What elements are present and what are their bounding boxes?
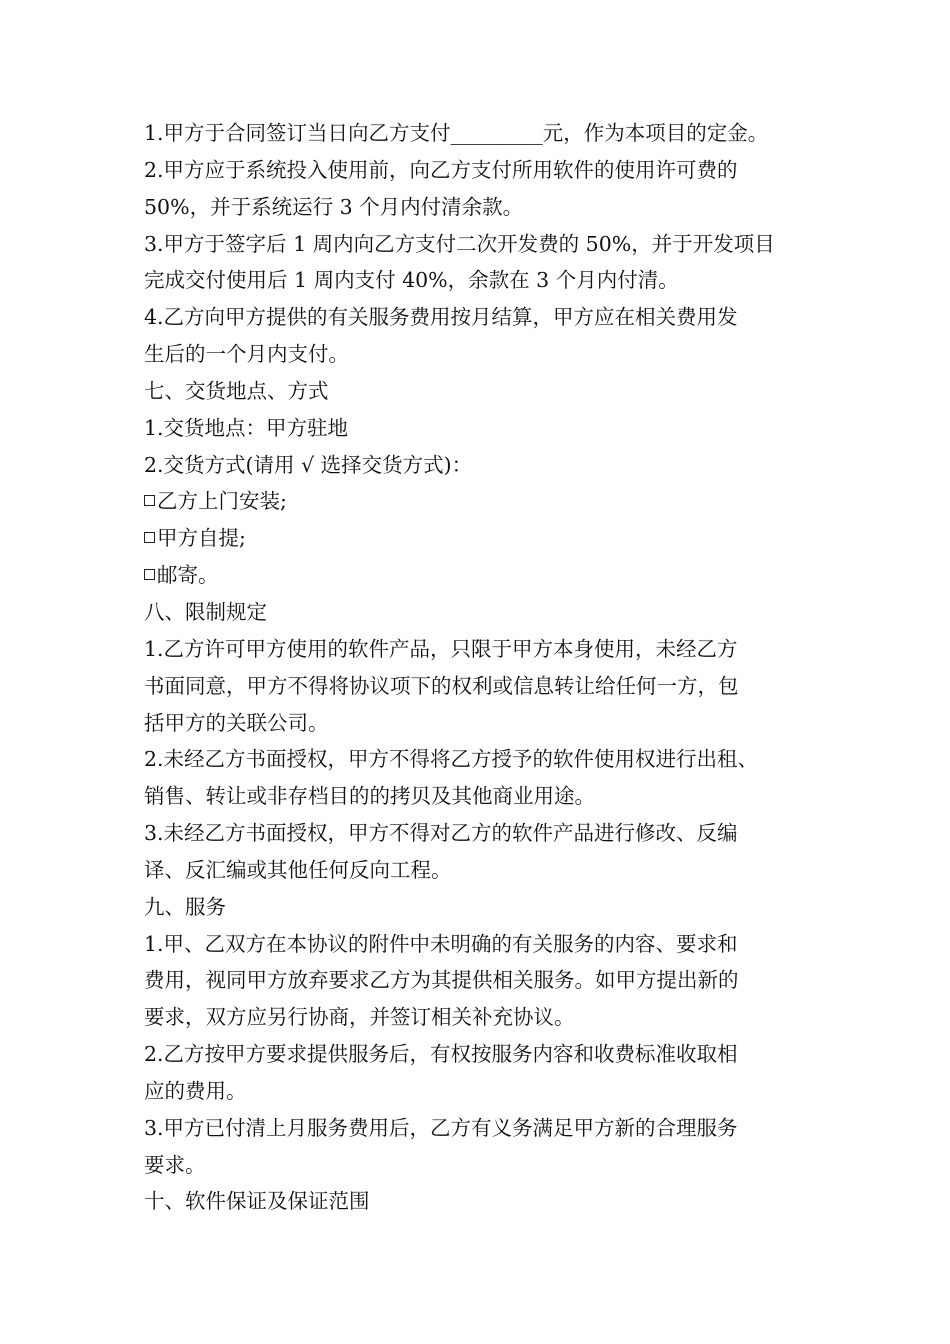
- restriction-clause-1-cont-2: [144, 705, 814, 742]
- restriction-clause-1: [144, 631, 814, 668]
- option-label: 邮寄。: [157, 563, 219, 588]
- line-text: 4.乙方向甲方提供的有关服务费用按月结算，甲方应在相关费用发: [144, 305, 738, 330]
- service-clause-3: [144, 1110, 814, 1147]
- section-heading-restrictions: [144, 594, 814, 631]
- line-text: 完成交付使用后 1 周内支付 40%，余款在 3 个月内付清。: [144, 268, 679, 293]
- line-text: 2.甲方应于系统投入使用前，向乙方支付所用软件的使用许可费的: [144, 157, 738, 182]
- payment-clause-2-cont: [144, 189, 814, 226]
- line-text: 费用，视同甲方放弃要求乙方为其提供相关服务。如甲方提出新的: [144, 968, 739, 993]
- line-text: 2.交货方式(请用 √ 选择交货方式)：: [144, 452, 473, 477]
- checkbox-icon: [144, 569, 155, 580]
- line-text: 3.未经乙方书面授权，甲方不得对乙方的软件产品进行修改、反编: [144, 821, 738, 846]
- delivery-clause-1: [144, 410, 814, 447]
- restriction-clause-2: [144, 741, 814, 778]
- restriction-clause-3-cont: [144, 852, 814, 889]
- service-clause-2: [144, 1036, 814, 1073]
- payment-clause-4: [144, 299, 814, 336]
- checkbox-icon: [144, 495, 155, 506]
- line-text: 3.甲方已付清上月服务费用后，乙方有义务满足甲方新的合理服务: [144, 1115, 738, 1140]
- delivery-option-pickup: [144, 520, 814, 557]
- delivery-option-install: [144, 483, 814, 520]
- payment-clause-3: [144, 226, 814, 263]
- section-title: 九、服务: [144, 894, 226, 919]
- payment-clause-3-cont: [144, 262, 814, 299]
- line-text: 1.甲方于合同签订当日向乙方支付_________元，作为本项目的定金。: [144, 121, 769, 145]
- section-heading-service: [144, 889, 814, 926]
- line-text: 50%，并于系统运行 3 个月内付清余款。: [144, 194, 524, 219]
- section-title: 七、交货地点、方式: [144, 378, 329, 403]
- section-heading-delivery: [144, 373, 814, 410]
- checkbox-icon: [144, 532, 155, 543]
- service-clause-1-cont: [144, 962, 814, 999]
- line-text: 1.甲、乙双方在本协议的附件中未明确的有关服务的内容、要求和: [144, 931, 738, 956]
- delivery-clause-2: [144, 447, 814, 484]
- section-heading-warranty: [144, 1183, 814, 1220]
- option-label: 乙方上门安装;: [157, 489, 287, 514]
- line-text: 2.未经乙方书面授权，甲方不得将乙方授予的软件使用权进行出租、: [144, 747, 759, 772]
- restriction-clause-2-cont: [144, 778, 814, 815]
- line-text: 要求。: [144, 1152, 206, 1177]
- line-text: 1.乙方许可甲方使用的软件产品，只限于甲方本身使用，未经乙方: [144, 636, 738, 661]
- section-title: 十、软件保证及保证范围: [144, 1189, 370, 1214]
- option-label: 甲方自提;: [157, 526, 246, 551]
- service-clause-1: [144, 926, 814, 963]
- section-title: 八、限制规定: [144, 599, 267, 624]
- service-clause-1-cont-2: [144, 999, 814, 1036]
- line-text: 销售、转让或非存档目的的拷贝及其他商业用途。: [144, 784, 595, 809]
- document-body: [144, 115, 814, 1220]
- line-text: 1.交货地点：甲方驻地: [144, 415, 349, 440]
- payment-clause-2: [144, 152, 814, 189]
- service-clause-2-cont: [144, 1073, 814, 1110]
- line-text: 生后的一个月内支付。: [144, 342, 349, 367]
- restriction-clause-1-cont: [144, 668, 814, 705]
- line-text: 2.乙方按甲方要求提供服务后，有权按服务内容和收费标准收取相: [144, 1042, 738, 1067]
- delivery-option-mail: [144, 557, 814, 594]
- line-text: 括甲方的关联公司。: [144, 710, 329, 735]
- line-text: 译、反汇编或其他任何反向工程。: [144, 857, 452, 882]
- line-text: 3.甲方于签字后 1 周内向乙方支付二次开发费的 50%，并于开发项目: [144, 231, 775, 256]
- restriction-clause-3: [144, 815, 814, 852]
- payment-clause-1: [144, 115, 814, 152]
- service-clause-3-cont: [144, 1147, 814, 1184]
- payment-clause-4-cont: [144, 336, 814, 373]
- line-text: 要求，双方应另行协商，并签订相关补充协议。: [144, 1005, 575, 1030]
- line-text: 书面同意，甲方不得将协议项下的权利或信息转让给任何一方，包: [144, 673, 739, 698]
- line-text: 应的费用。: [144, 1078, 247, 1103]
